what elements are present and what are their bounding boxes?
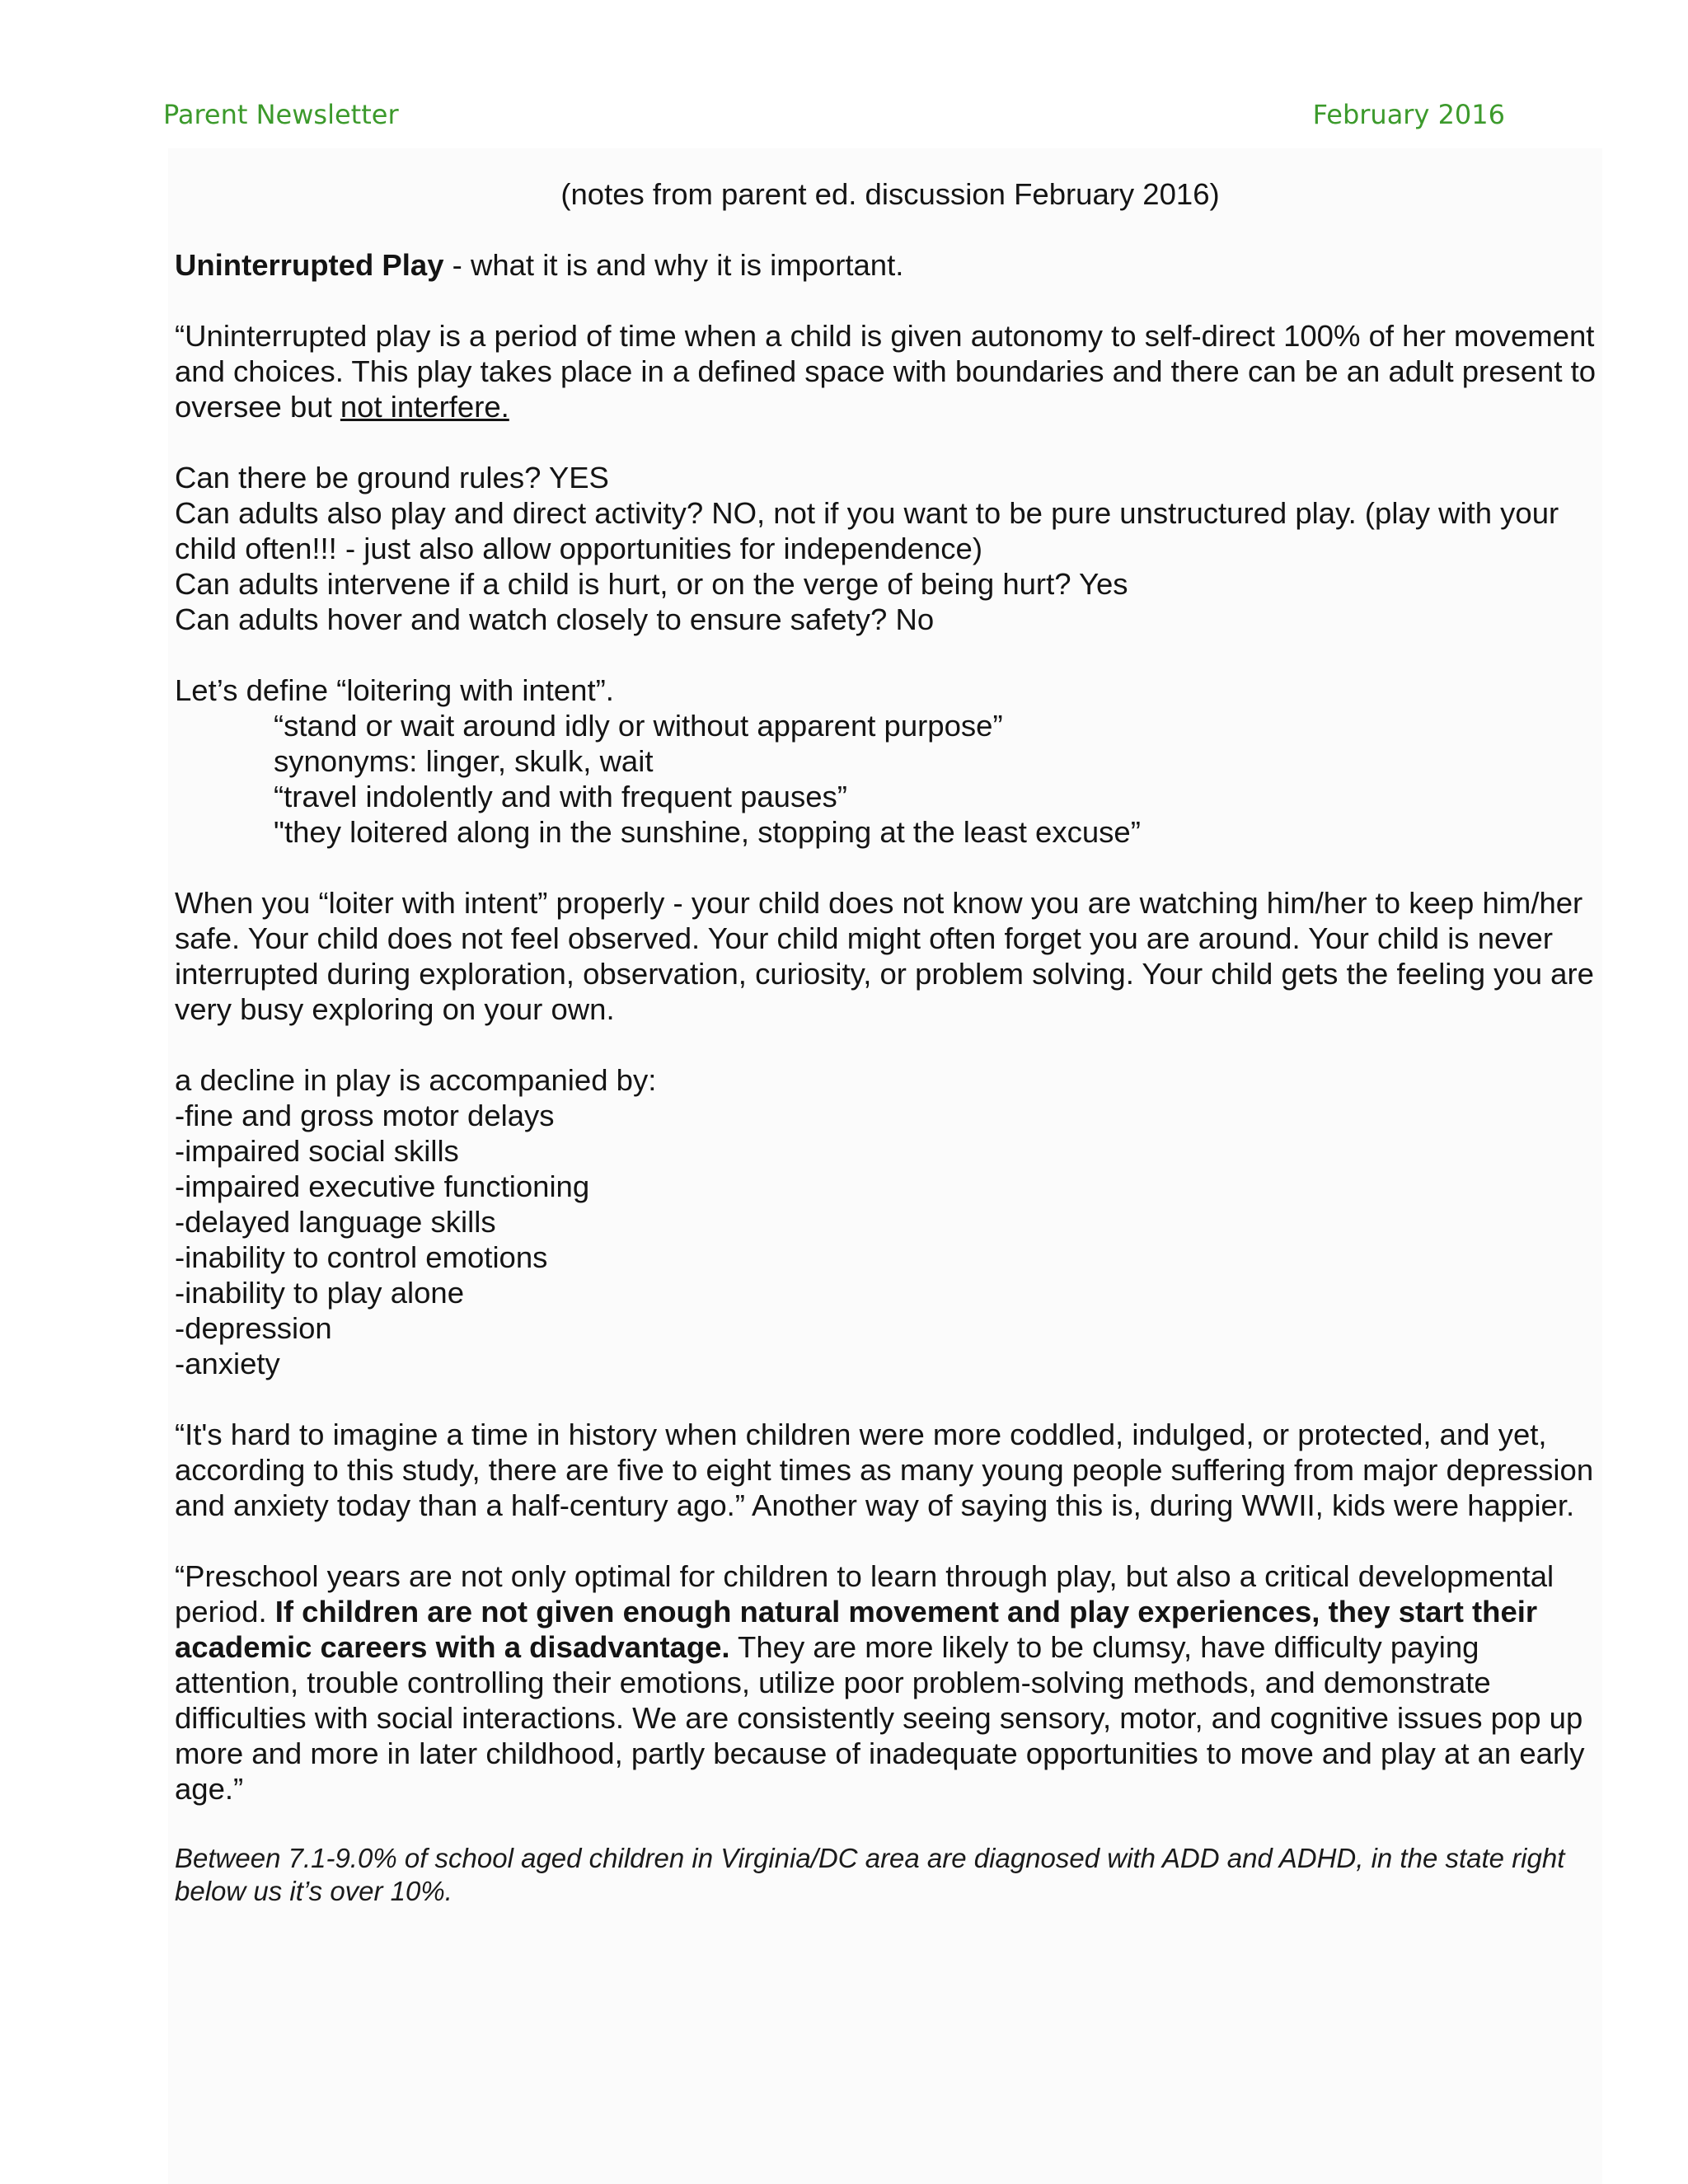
definition-text: “Uninterrupted play is a period of time when a child is given autonomy to self-direct 100% of her movement and choices. This play takes place in a defined space with boundaries and there can be an adult present to oversee but (175, 319, 1597, 424)
question-ground-rules: Can there be ground rules? YES (175, 461, 609, 494)
page-header (163, 99, 1505, 137)
heading-bold: Uninterrupted Play (175, 248, 444, 282)
loitering-intro: Let’s define “loitering with intent”. (175, 673, 614, 707)
newsletter-body (175, 176, 1606, 1908)
heading-rest: - what it is and why it is important. (443, 248, 904, 282)
adhd-statistic-note: Between 7.1-9.0% of school aged children in Virginia/DC area are diagnosed with ADD and ADHD, in the state right below us it’s over 10%. (175, 1843, 1565, 1906)
definition-paragraph (175, 318, 1606, 424)
definition-underlined: not interfere. (340, 390, 509, 424)
decline-item: -impaired executive functioning (175, 1169, 590, 1203)
decline-item: -inability to control emotions (175, 1240, 548, 1274)
question-adults-play: Can adults also play and direct activity? NO, not if you want to be pure unstructured play. (play with your child often!!! - just also allow opportunities for independence) (175, 496, 1559, 565)
preschool-quote (175, 1558, 1606, 1807)
section-heading (175, 247, 1606, 283)
loitering-line: synonyms: linger, skulk, wait (274, 744, 654, 778)
decline-item: -depression (175, 1311, 332, 1345)
decline-intro: a decline in play is accompanied by: (175, 1063, 657, 1097)
decline-item: -impaired social skills (175, 1134, 459, 1168)
decline-item: -inability to play alone (175, 1276, 465, 1310)
preschool-quote-bold: If children are not given enough natural movement and play experiences, they start their academic careers with a disadvantage. (175, 1595, 1538, 1664)
decline-item: -anxiety (175, 1347, 280, 1380)
question-adults-intervene: Can adults intervene if a child is hurt, or on the verge of being hurt? Yes (175, 567, 1128, 601)
loiter-paragraph: When you “loiter with intent” properly - your child does not know you are watching him/her to keep him/her safe. Your child does not feel observed. Your child might often forget you are around. Your child is never interrupted during exploration, observation, curiosity, or problem solving. Your child gets the feeling you are very busy exploring on your own. (175, 886, 1594, 1026)
decline-item: -fine and gross motor delays (175, 1099, 555, 1132)
subtitle: (notes from parent ed. discussion February 2016) (560, 177, 1220, 211)
preschool-quote-end: They are more likely to be clumsy, have difficulty paying attention, trouble controlling their emotions, utilize poor problem-solving methods, and demonstrate difficulties with social interactions. We are consistently seeing sensory, motor, and cognitive issues pop up more and more in later childhood, partly because of inadequate opportunities to move and play at an early age.” (175, 1630, 1585, 1806)
loitering-line: “stand or wait around idly or without apparent purpose” (274, 709, 1003, 743)
newsletter-title: Parent Newsletter (163, 99, 399, 130)
question-adults-hover: Can adults hover and watch closely to ensure safety? No (175, 602, 935, 636)
loitering-line: "they loitered along in the sunshine, stopping at the least excuse” (274, 815, 1141, 849)
history-quote: “It's hard to imagine a time in history when children were more coddled, indulged, or protected, and yet, according to this study, there are five to eight times as many young people suffering from major depression and anxiety today than a half-century ago.” Another way of saying this is, during WWII, kids were happier. (175, 1418, 1594, 1522)
preschool-quote-start: “Preschool years are not only optimal for children to learn through play, but also a critical developmental period. (175, 1559, 1554, 1629)
decline-item: -delayed language skills (175, 1205, 496, 1239)
newsletter-date: February 2016 (1312, 99, 1505, 130)
loitering-line: “travel indolently and with frequent pauses” (274, 780, 847, 813)
